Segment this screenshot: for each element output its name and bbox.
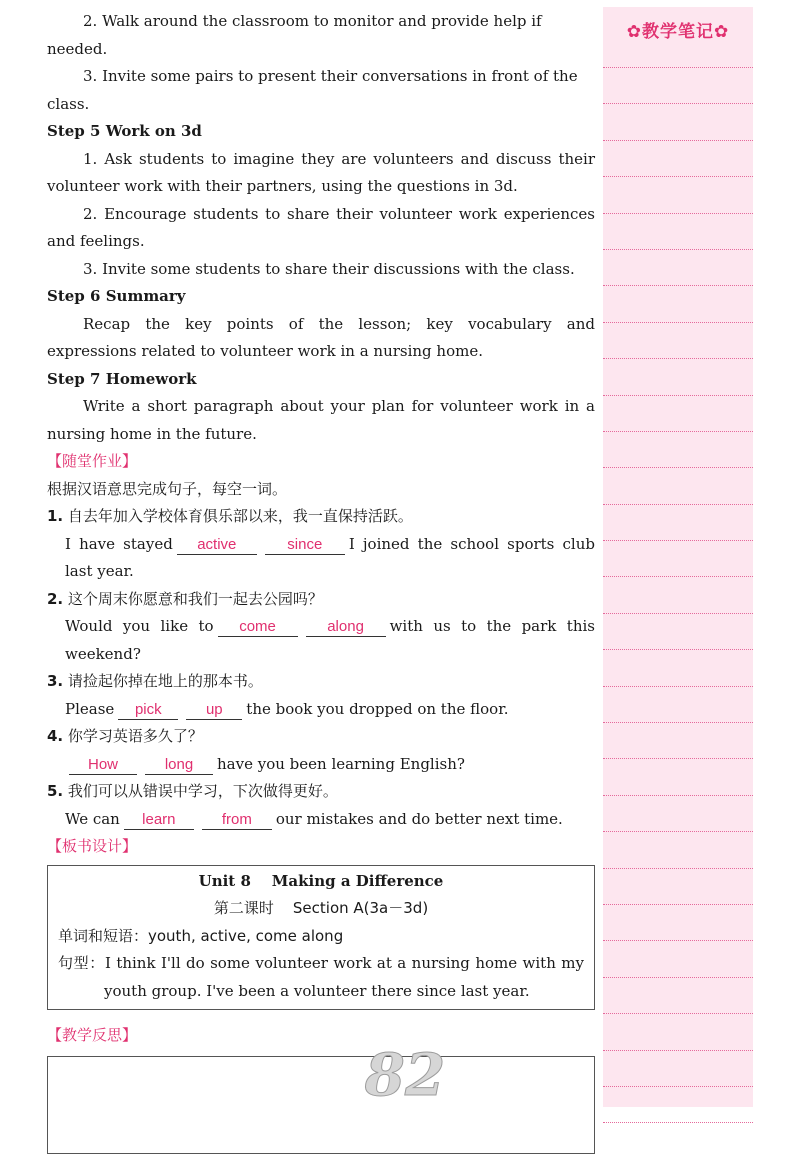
note-line — [603, 686, 753, 687]
question-4 — [47, 723, 595, 778]
note-line — [603, 467, 753, 468]
step-title: Work on 3d — [105, 122, 202, 140]
question-number: 2. — [47, 589, 64, 608]
note-line — [603, 285, 753, 286]
sentence-pre: I have stayed — [65, 534, 173, 553]
answer-blank-2: from — [202, 811, 272, 830]
note-line — [603, 140, 753, 141]
note-line — [603, 722, 753, 723]
note-line — [603, 795, 753, 796]
answer-blank-2: since — [265, 536, 345, 555]
answer-blank-1: come — [218, 618, 298, 637]
answer-blank-1: learn — [124, 811, 194, 830]
question-number: 5. — [47, 782, 64, 800]
note-line — [603, 576, 753, 577]
note-line — [603, 103, 753, 104]
step7-text: Write a short paragraph about your plan for volunteer work in a nursing home in the future. — [47, 397, 595, 443]
note-line — [603, 1013, 753, 1014]
note-line — [603, 868, 753, 869]
board-vocab: 单词和短语：youth, active, come along — [58, 926, 344, 945]
note-line — [603, 431, 753, 432]
note-line — [603, 1086, 753, 1087]
sentence-pre: Please — [65, 699, 115, 718]
board-lesson: 第二课时 Section A(3a－3d) — [213, 899, 429, 917]
step-number: 6 — [90, 287, 101, 305]
sentence-pre: Would you like to — [65, 617, 214, 635]
note-line — [603, 613, 753, 614]
board-design-box — [47, 865, 595, 1011]
sentence-post: have you been learning English? — [217, 754, 465, 773]
note-line — [603, 758, 753, 759]
notes-lines[interactable] — [603, 67, 753, 1159]
note-line — [603, 540, 753, 541]
sentence-post: I joined the school sports club last year. — [65, 534, 595, 580]
question-5 — [47, 778, 595, 833]
sentence-post: the book you dropped on the floor. — [246, 699, 509, 718]
question-chinese: 我们可以从错误中学习，下次做得更好。 — [67, 782, 338, 800]
note-line — [603, 940, 753, 941]
answer-blank-1: How — [69, 756, 137, 775]
answer-blank-2: along — [306, 618, 386, 637]
sentence-post: with us to the park this weekend? — [65, 617, 595, 663]
reflection-box[interactable] — [47, 1056, 595, 1154]
note-line — [603, 249, 753, 250]
note-line — [603, 67, 753, 68]
sentence-pre: We can — [65, 809, 120, 828]
answer-blank-2: long — [145, 756, 213, 775]
board-heading: 【板书设计】 — [47, 837, 138, 855]
teaching-notes-column — [603, 7, 753, 1107]
question-chinese: 请捡起你掉在地上的那本书。 — [67, 672, 263, 690]
question-1 — [47, 503, 595, 586]
note-line — [603, 831, 753, 832]
note-line — [603, 322, 753, 323]
answer-blank-1: pick — [118, 701, 178, 720]
main-content — [47, 8, 595, 1154]
step-label: Step — [47, 287, 85, 305]
step-title: Homework — [105, 369, 197, 388]
step-title: Summary — [105, 287, 186, 305]
note-line — [603, 649, 753, 650]
question-chinese: 你学习英语多久了？ — [67, 727, 203, 745]
note-line — [603, 176, 753, 177]
question-chinese: 自去年加入学校体育俱乐部以来，我一直保持活跃。 — [67, 507, 413, 525]
question-number: 1. — [47, 507, 64, 525]
step4-item-2: 2. Walk around the classroom to monitor and provide help if needed. — [47, 12, 542, 58]
page-number: 82 — [364, 1041, 446, 1109]
step-number: 5 — [90, 122, 101, 140]
note-line — [603, 504, 753, 505]
question-chinese: 这个周末你愿意和我们一起去公园吗？ — [67, 589, 323, 608]
note-line — [603, 904, 753, 905]
step-label: Step — [47, 369, 85, 388]
homework-heading: 【随堂作业】 — [47, 452, 138, 470]
step6-heading — [47, 283, 595, 311]
question-number: 4. — [47, 727, 64, 745]
note-line — [603, 1122, 753, 1123]
note-line — [603, 213, 753, 214]
question-3 — [47, 668, 595, 723]
homework-instruction: 根据汉语意思完成句子，每空一词。 — [47, 479, 288, 498]
note-line — [603, 395, 753, 396]
step5-heading — [47, 118, 595, 146]
reflection-heading: 【教学反思】 — [47, 1026, 138, 1044]
step7-heading — [47, 366, 595, 394]
question-number: 3. — [47, 672, 64, 690]
question-2 — [47, 586, 595, 669]
step-number: 7 — [90, 369, 101, 388]
step6-text: Recap the key points of the lesson; key vocabulary and expressions related to volunteer work in a nursing home. — [47, 314, 595, 360]
answer-blank-1: active — [177, 536, 257, 555]
step5-item-2: 2. Encourage students to share their volunteer work experiences and feelings. — [47, 204, 595, 250]
board-unit-title: Unit 8 Making a Difference — [198, 871, 444, 890]
step5-item-3: 3. Invite some students to share their discussions with the class. — [83, 259, 575, 278]
sentence-post: our mistakes and do better next time. — [275, 809, 563, 828]
notes-title: ✿教学笔记✿ — [626, 22, 730, 42]
note-line — [603, 977, 753, 978]
note-line — [603, 358, 753, 359]
step5-item-1: 1. Ask students to imagine they are volunteers and discuss their volunteer work with their partners, using the questions in 3d. — [47, 149, 595, 195]
board-sentence: 句型：I think I'll do some volunteer work at a nursing home with my youth group. I've been a volunteer there since last year. — [58, 954, 584, 1000]
step4-item-3: 3. Invite some pairs to present their conversations in front of the class. — [47, 67, 578, 113]
step-label: Step — [47, 122, 85, 140]
answer-blank-2: up — [186, 701, 242, 720]
note-line — [603, 1050, 753, 1051]
